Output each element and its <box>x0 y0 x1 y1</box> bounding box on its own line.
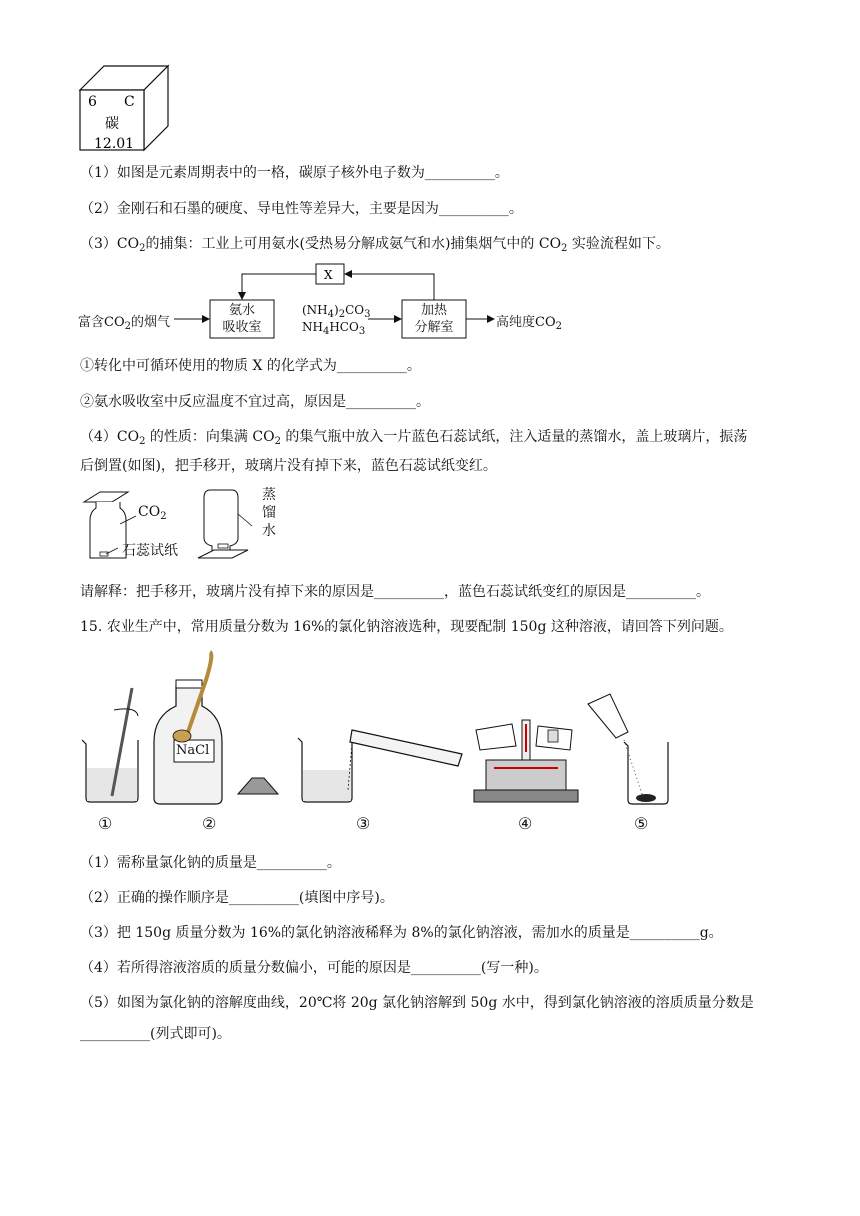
co2-bottle-figure <box>78 486 288 566</box>
flow-input: 富含$CO_2$的烟气 <box>78 315 170 332</box>
q15-a3: （3）把 150g 质量分数为 16%的氯化钠溶液稀释为 8%的氯化钠溶液，需加水的质量是__________g。 <box>80 925 723 941</box>
q14-part4-cont: 后倒置(如图)，把手移开，玻璃片没有掉下来，蓝色石蕊试纸变红。 <box>80 458 497 474</box>
lab-label-5: ⑤ <box>634 814 649 833</box>
lab-label-3: ③ <box>356 814 371 833</box>
bottle-co2-label: $CO_2$ <box>138 504 167 522</box>
q14-part4: $(4)CO_2$ 的性质：向集满 $CO_2$ 的集气瓶中放入一片蓝色石蕊试纸，注入适量的蒸馏水，盖上玻璃片，振荡 <box>80 429 748 447</box>
q14-circle2: ②氨水吸收室中反应温度不宜过高，原因是__________。 <box>80 394 430 410</box>
q14-part2: （2）金刚石和石墨的硬度、导电性等差异大，主要是因为__________。 <box>80 201 523 217</box>
lab-operation-figure <box>76 650 676 840</box>
element-symbol: C <box>124 94 135 110</box>
element-card-figure <box>76 62 172 154</box>
q15-a2: （2）正确的操作顺序是__________(填图中序号)。 <box>80 890 394 906</box>
q15-a5-cont: __________(列式即可)。 <box>80 1026 231 1042</box>
flow-diagram <box>76 262 596 342</box>
bottle-paper-label: 石蕊试纸 <box>122 543 178 559</box>
lab-label-4: ④ <box>518 814 533 833</box>
flow-products: $(NH_4)_2CO_3$ $NH_4HCO_3$ <box>302 303 371 337</box>
nacl-label: NaCl <box>176 743 210 758</box>
flow-output: 高纯度$CO_2$ <box>496 315 562 332</box>
q14-part3: $(3)CO_2$的捕集：工业上可用氨水(受热易分解成氨气和水)捕集烟气中的 $CO_2$ 实验流程如下。 <box>80 236 670 254</box>
q14-explain: 请解释：把手移开，玻璃片没有掉下来的原因是__________，蓝色石蕊试纸变红的原因是__________。 <box>80 584 710 600</box>
q14-circle1: ①转化中可循环使用的物质 X 的化学式为__________。 <box>80 358 421 374</box>
q15-a5: （5）如图为氯化钠的溶解度曲线，20℃将 20g 氯化钠溶解到 50g 水中，得到氯化钠溶液的溶质质量分数是 <box>80 995 754 1011</box>
flow-box-decompose: 加热 分解室 <box>414 303 454 335</box>
q14-part1: （1）如图是元素周期表中的一格，碳原子核外电子数为__________。 <box>80 165 509 181</box>
lab-label-2: ② <box>202 814 217 833</box>
element-name: 碳 <box>105 116 119 132</box>
element-mass: 12.01 <box>94 136 135 152</box>
q15-a4: （4）若所得溶液溶质的质量分数偏小，可能的原因是__________(写一种)。 <box>80 960 548 976</box>
flow-box-absorb: 氨水 吸收室 <box>222 303 262 335</box>
flow-x-label: X <box>324 268 333 282</box>
q15-a1: （1）需称量氯化钠的质量是__________。 <box>80 855 341 871</box>
bottle-water-label: 蒸 馏 水 <box>262 487 276 539</box>
q15-stem: 15. 农业生产中，常用质量分数为 16%的氯化钠溶液选种，现要配制 150g 这种溶液，请回答下列问题。 <box>80 619 733 635</box>
element-number: 6 <box>88 94 97 110</box>
lab-label-1: ① <box>98 814 113 833</box>
